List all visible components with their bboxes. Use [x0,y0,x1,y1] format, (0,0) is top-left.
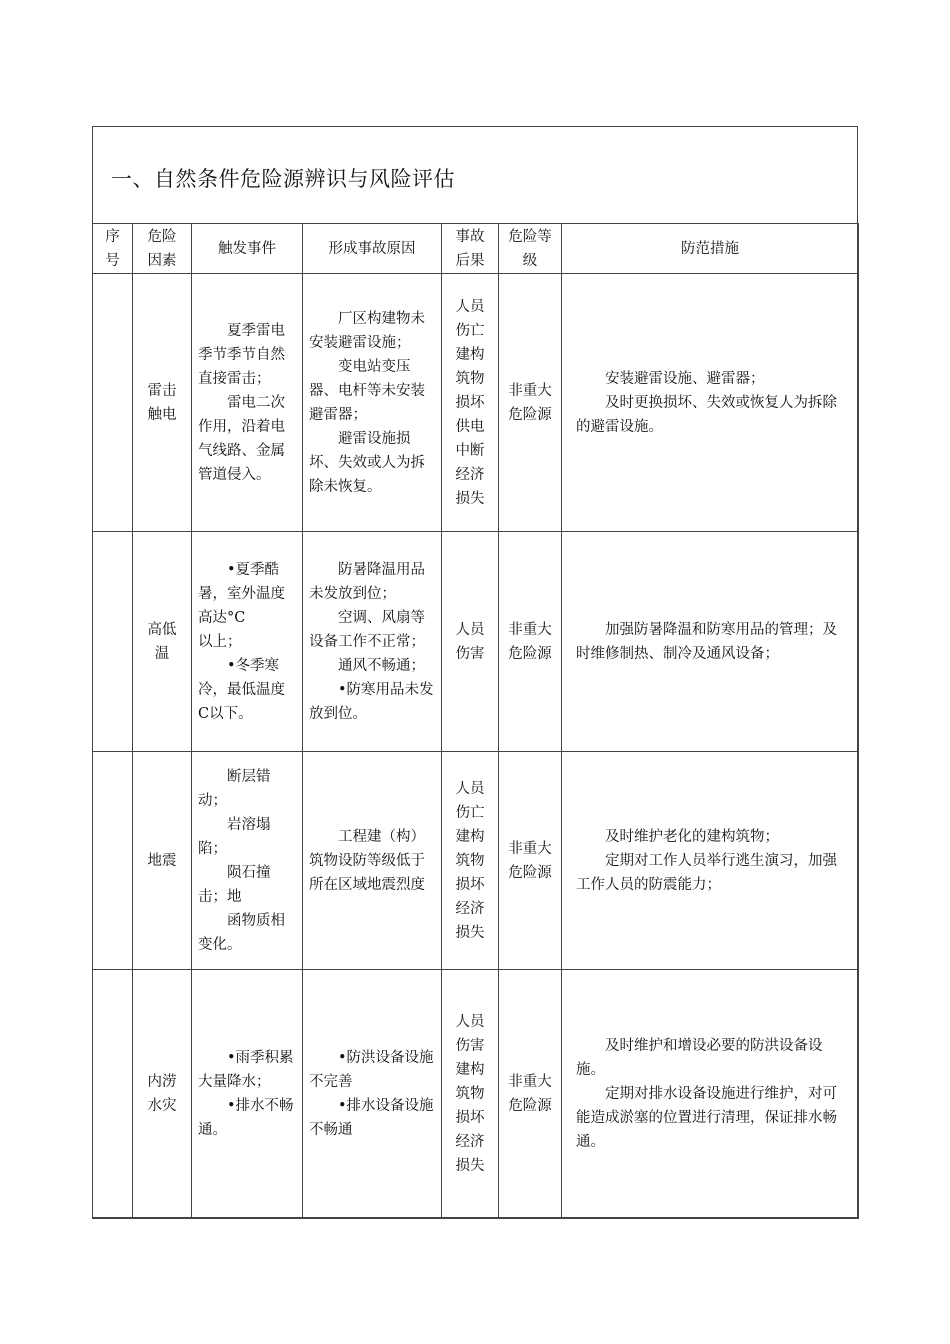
paragraph: 厂区构建物未安装避雷设施； [309,310,425,351]
header-measure: 防范措施 [562,224,859,274]
cell-event [192,532,303,752]
cell-level: 非重大 危险源 [499,752,562,970]
paragraph: •雨季积累大量降水； [198,1050,294,1090]
cell-measure [562,274,859,532]
cell-seq [93,970,133,1219]
table-row [93,532,859,752]
cell-result: 人员 伤亡 建构 筑物 损坏 供电 中断 经济 损失 [442,274,499,532]
table-row [93,970,859,1219]
paragraph: 及时维护和增设必要的防洪设备设施。 [576,1038,823,1078]
paragraph: 函物质相变化。 [198,912,285,953]
paragraph: •排水不畅通。 [198,1098,294,1138]
header-seq: 序 号 [93,224,133,274]
cell-cause [303,274,442,532]
paragraph: 雷电二次作用，沿着电气线路、金属管道侵入。 [198,394,285,483]
paragraph: 安装避雷设施、避雷器； [605,370,765,387]
paragraph: 定期对工作人员举行逃生演习，加强工作人员的防震能力； [576,852,837,893]
paragraph: 工程建（构）筑物设防等级低于所在区域地震烈度 [309,828,425,893]
cell-cause [303,752,442,970]
paragraph: 防暑降温用品未发放到位； [309,561,425,602]
paragraph: 岩溶塌陷； [198,816,271,857]
paragraph: 通风不畅通； [338,657,425,674]
cell-event [192,970,303,1219]
cell-level: 非重大 危险源 [499,274,562,532]
paragraph: 避雷设施损坏、失效或人为拆除未恢复。 [309,430,425,495]
cell-factor: 高低 温 [133,532,192,752]
cell-cause [303,532,442,752]
cell-measure [562,532,859,752]
paragraph: 及时维护老化的建构筑物； [605,828,779,845]
cell-factor: 内涝 水灾 [133,970,192,1219]
cell-level: 非重大 危险源 [499,970,562,1219]
paragraph: 空调、风扇等设备工作不正常； [309,609,425,650]
header-result: 事故 后果 [442,224,499,274]
cell-level: 非重大 危险源 [499,532,562,752]
paragraph: 加强防暑降温和防寒用品的管理；及时维修制热、制冷及通风设备； [576,621,837,662]
risk-assessment-frame [92,126,858,1218]
cell-result: 人员 伤害 建构 筑物 损坏 经济 损失 [442,970,499,1219]
cell-measure [562,752,859,970]
risk-table [92,223,859,1219]
paragraph: •排水设备设施不畅通 [309,1098,434,1138]
header-row [93,224,859,274]
cell-factor: 雷击 触电 [133,274,192,532]
paragraph: •防洪设备设施不完善 [309,1050,434,1090]
cell-seq [93,274,133,532]
paragraph: 定期对排水设备设施进行维护，对可能造成淤塞的位置进行清理，保证排水畅通。 [576,1086,837,1150]
document-title: 一、自然条件危险源辨识与风险评估 [111,167,455,191]
paragraph: •防寒用品未发放到位。 [309,681,434,722]
paragraph: 变电站变压器、电杆等未安装避雷器； [309,358,425,423]
cell-event [192,274,303,532]
paragraph: 夏季雷电季节季节自然直接雷击； [198,322,285,387]
header-event: 触发事件 [192,224,303,274]
cell-result: 人员 伤害 [442,532,499,752]
cell-measure [562,970,859,1219]
paragraph: 及时更换损坏、失效或恢复人为拆除的避雷设施。 [576,394,837,435]
header-level: 危险等 级 [499,224,562,274]
paragraph: 陨石撞击；地 [198,864,271,905]
cell-event [192,752,303,970]
paragraph: 断层错动； [198,768,271,809]
table-row [93,752,859,970]
header-factor: 危险 因素 [133,224,192,274]
cell-result: 人员 伤亡 建构 筑物 损坏 经济 损失 [442,752,499,970]
cell-seq [93,752,133,970]
paragraph: •冬季寒冷，最低温度C以下。 [198,657,285,722]
cell-cause [303,970,442,1219]
cell-factor: 地震 [133,752,192,970]
title-row [93,127,857,224]
paragraph: •夏季酷暑，室外温度高达°C 以上； [198,561,285,650]
table-row [93,274,859,532]
cell-seq [93,532,133,752]
header-cause: 形成事故原因 [303,224,442,274]
